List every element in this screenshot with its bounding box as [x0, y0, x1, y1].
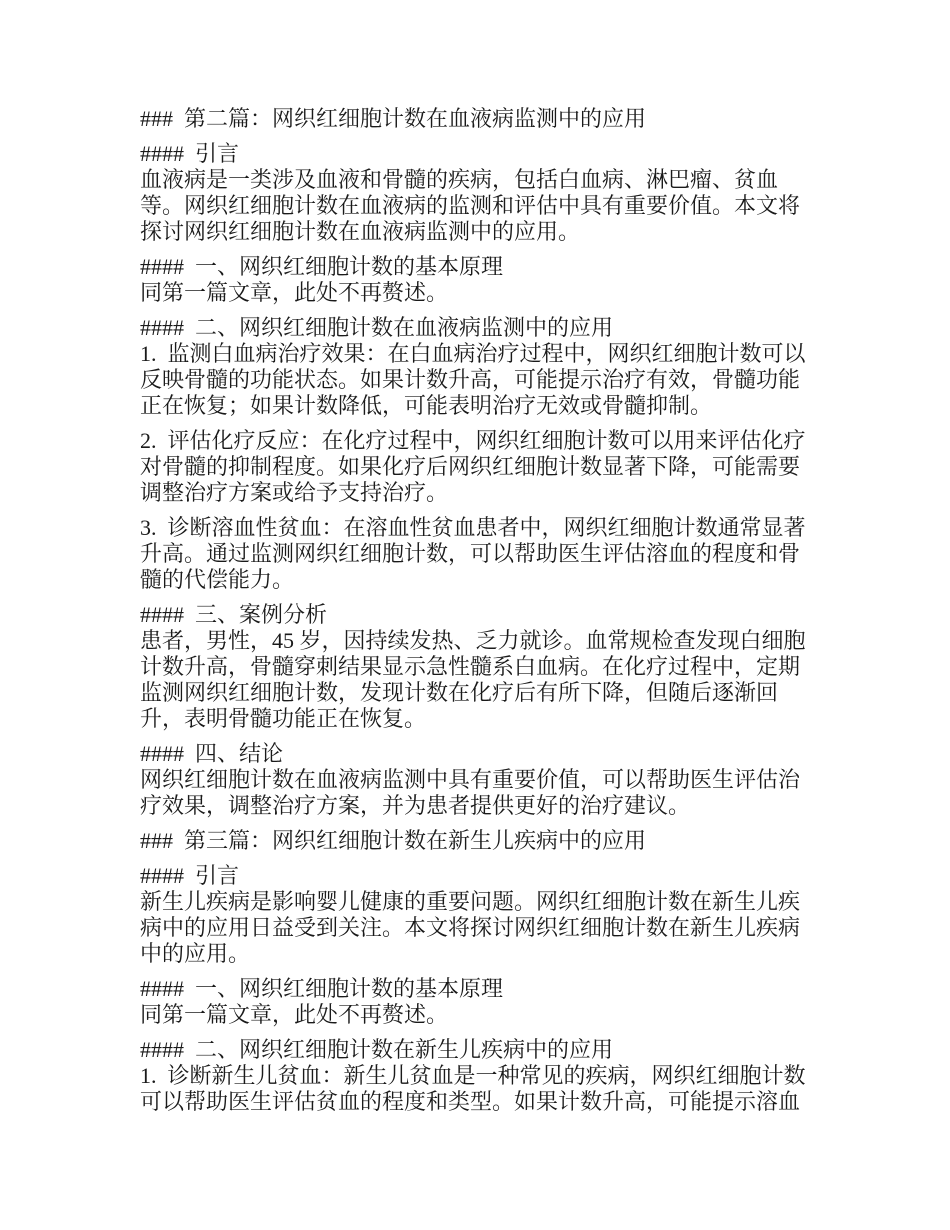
text-line: 对骨髓的抑制程度。如果化疗后网织红细胞计数显著下降，可能需要: [140, 454, 801, 479]
paragraph: [140, 141, 880, 245]
paragraph: [140, 428, 880, 506]
text-line: 反映骨髓的功能状态。如果计数升高，可能提示治疗有效，骨髓功能: [140, 367, 801, 392]
text-line: 同第一篇文章，此处不再赘述。: [140, 1002, 449, 1027]
paragraph: [140, 828, 880, 854]
text-line: 网织红细胞计数在血液病监测中具有重要价值，可以帮助医生评估治: [140, 767, 801, 792]
text-line: 1. 监测白血病治疗效果：在白血病治疗过程中，网织红细胞计数可以: [140, 341, 806, 366]
text-line: 2. 评估化疗反应：在化疗过程中，网织红细胞计数可以用来评估化疗: [140, 428, 806, 453]
document-content: [140, 106, 880, 1115]
paragraph: [140, 254, 880, 306]
text-line: 计数升高，骨髓穿刺结果显示急性髓系白血病。在化疗过程中，定期: [140, 654, 801, 679]
text-line: 升高。通过监测网织红细胞计数，可以帮助医生评估溶血的程度和骨: [140, 541, 801, 566]
heading-line: #### 一、网织红细胞计数的基本原理: [140, 976, 504, 1001]
text-line: 患者，男性，45 岁，因持续发热、乏力就诊。血常规检查发现白细胞: [140, 628, 806, 653]
text-line: 疗效果，调整治疗方案，并为患者提供更好的治疗建议。: [140, 793, 691, 818]
text-line: 新生儿疾病是影响婴儿健康的重要问题。网织红细胞计数在新生儿疾: [140, 889, 801, 914]
paragraph: [140, 602, 880, 732]
text-line: 可以帮助医生评估贫血的程度和类型。如果计数升高，可能提示溶血: [140, 1089, 801, 1114]
heading-line: #### 一、网织红细胞计数的基本原理: [140, 254, 504, 279]
heading-line: #### 二、网织红细胞计数在新生儿疾病中的应用: [140, 1037, 614, 1062]
text-line: 病中的应用日益受到关注。本文将探讨网织红细胞计数在新生儿疾病: [140, 915, 801, 940]
heading-line: #### 引言: [140, 863, 240, 888]
text-line: 血液病是一类涉及血液和骨髓的疾病，包括白血病、淋巴瘤、贫血: [140, 167, 779, 192]
paragraph: [140, 976, 880, 1028]
paragraph: [140, 106, 880, 132]
paragraph: [140, 1037, 880, 1115]
paragraph: [140, 515, 880, 593]
text-line: 升，表明骨髓功能正在恢复。: [140, 706, 427, 731]
text-line: 1. 诊断新生儿贫血：新生儿贫血是一种常见的疾病，网织红细胞计数: [140, 1063, 806, 1088]
heading-line: #### 三、案例分析: [140, 602, 328, 627]
heading-line: #### 二、网织红细胞计数在血液病监测中的应用: [140, 315, 614, 340]
heading-line: #### 四、结论: [140, 741, 284, 766]
text-line: 正在恢复；如果计数降低，可能表明治疗无效或骨髓抑制。: [140, 393, 713, 418]
paragraph: [140, 863, 880, 967]
text-line: 中的应用。: [140, 941, 251, 966]
text-line: 同第一篇文章，此处不再赘述。: [140, 280, 449, 305]
heading-line: #### 引言: [140, 141, 240, 166]
text-line: 监测网织红细胞计数，发现计数在化疗后有所下降，但随后逐渐回: [140, 680, 779, 705]
text-line: 3. 诊断溶血性贫血：在溶血性贫血患者中，网织红细胞计数通常显著: [140, 515, 806, 540]
text-line: 探讨网织红细胞计数在血液病监测中的应用。: [140, 219, 581, 244]
text-line: 调整治疗方案或给予支持治疗。: [140, 480, 449, 505]
paragraph: [140, 741, 880, 819]
heading-line: ### 第三篇：网织红细胞计数在新生儿疾病中的应用: [140, 828, 647, 853]
paragraph: [140, 315, 880, 419]
heading-line: ### 第二篇：网织红细胞计数在血液病监测中的应用: [140, 106, 647, 131]
text-line: 等。网织红细胞计数在血液病的监测和评估中具有重要价值。本文将: [140, 193, 801, 218]
text-line: 髓的代偿能力。: [140, 567, 295, 592]
